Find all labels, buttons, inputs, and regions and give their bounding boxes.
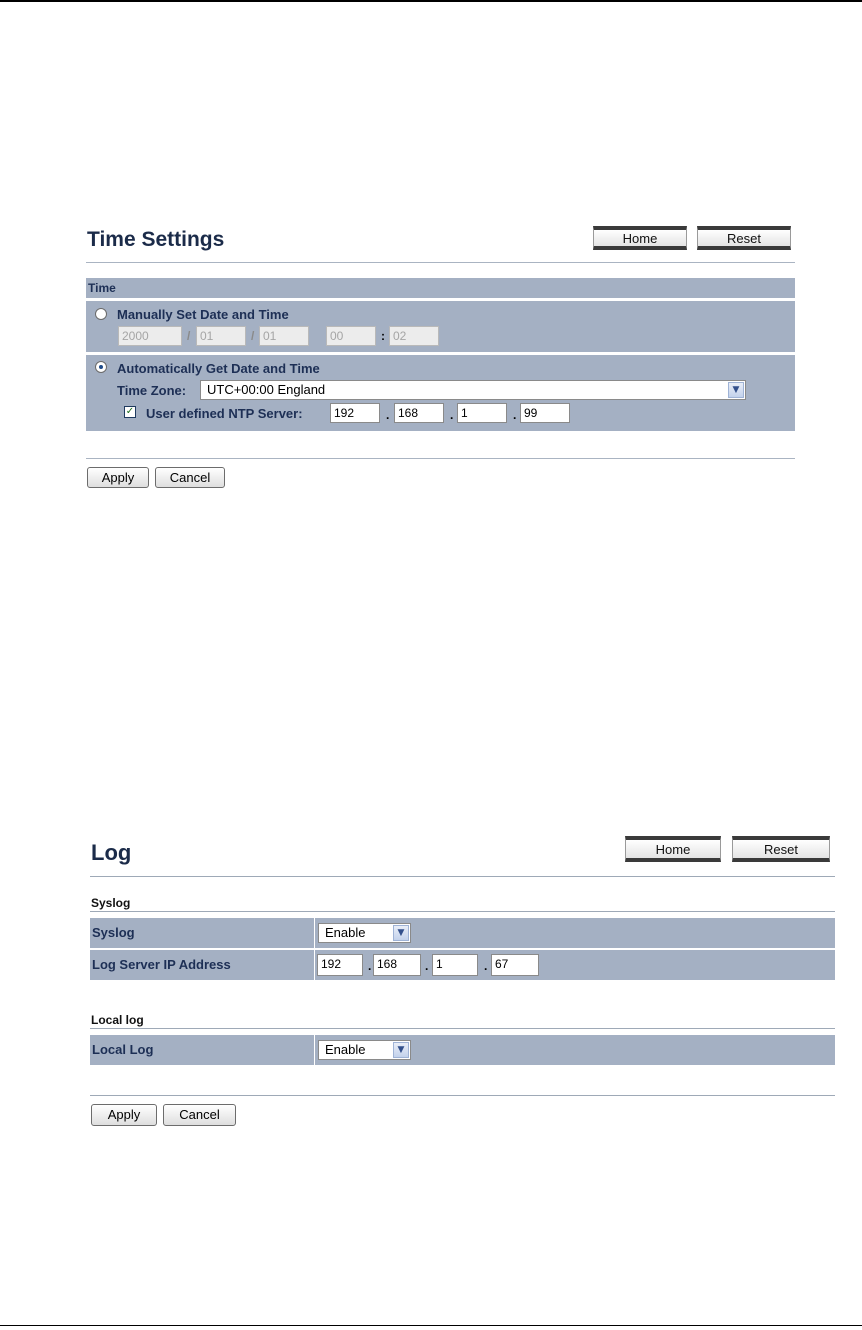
top-border: [0, 0, 862, 2]
ntp-ip-octet-1[interactable]: 192: [330, 403, 380, 423]
log-server-octet-2[interactable]: 168: [373, 954, 421, 976]
chevron-down-icon: ▼: [393, 1042, 409, 1058]
local-log-value: Enable: [325, 1042, 366, 1057]
ip-separator: .: [386, 408, 390, 422]
syslog-value: Enable: [325, 925, 366, 940]
minute-field[interactable]: 02: [389, 326, 439, 346]
date-separator: /: [251, 329, 255, 343]
log-cancel-button[interactable]: Cancel: [163, 1104, 236, 1126]
log-footer-divider: [90, 1095, 835, 1096]
ntp-checkbox[interactable]: [124, 406, 136, 418]
ntp-ip-octet-4[interactable]: 99: [520, 403, 570, 423]
page-title: Time Settings: [87, 228, 225, 251]
local-log-value-cell: [315, 1035, 835, 1065]
local-log-label: Local Log: [90, 1035, 314, 1065]
ip-separator: .: [425, 959, 429, 973]
chevron-down-icon: ▼: [728, 382, 744, 398]
time-separator: :: [381, 329, 385, 343]
check-icon: ✓: [125, 406, 135, 417]
hour-field[interactable]: 00: [326, 326, 376, 346]
syslog-select[interactable]: [318, 923, 411, 943]
log-home-button[interactable]: Home: [625, 836, 721, 862]
log-title: Log: [91, 840, 132, 865]
date-separator: /: [187, 329, 191, 343]
ip-separator: .: [368, 959, 372, 973]
ntp-ip-octet-3[interactable]: 1: [457, 403, 507, 423]
timezone-select[interactable]: [200, 380, 746, 400]
auto-option-label: Automatically Get Date and Time: [117, 361, 320, 376]
reset-button[interactable]: Reset: [697, 226, 791, 250]
ntp-ip-octet-2[interactable]: 168: [394, 403, 444, 423]
log-apply-button[interactable]: Apply: [91, 1104, 157, 1126]
timezone-value: UTC+00:00 England: [207, 382, 326, 397]
footer-divider: [86, 458, 795, 459]
chevron-down-icon: ▼: [393, 925, 409, 941]
year-field[interactable]: 2000: [118, 326, 182, 346]
log-server-octet-1[interactable]: 192: [317, 954, 363, 976]
log-title-divider: [90, 876, 835, 877]
local-log-select[interactable]: [318, 1040, 411, 1060]
auto-radio[interactable]: [95, 361, 107, 373]
timezone-label: Time Zone:: [117, 383, 187, 398]
ip-separator: .: [484, 959, 488, 973]
section-label: Time: [88, 281, 116, 295]
bottom-border: [0, 1325, 862, 1326]
local-log-divider: [90, 1028, 835, 1029]
day-field[interactable]: 01: [259, 326, 309, 346]
apply-button[interactable]: Apply: [87, 467, 149, 488]
syslog-divider: [90, 911, 835, 912]
log-server-octet-3[interactable]: 1: [432, 954, 478, 976]
syslog-section-label: Syslog: [91, 896, 131, 910]
home-button[interactable]: Home: [593, 226, 687, 250]
log-reset-button[interactable]: Reset: [732, 836, 830, 862]
ip-separator: .: [513, 408, 517, 422]
log-server-octet-4[interactable]: 67: [491, 954, 539, 976]
ntp-label: User defined NTP Server:: [146, 406, 303, 421]
ip-separator: .: [450, 408, 454, 422]
cancel-button[interactable]: Cancel: [155, 467, 225, 488]
syslog-value-cell: [315, 918, 835, 948]
log-server-value-cell: [315, 950, 835, 980]
section-header: [86, 278, 795, 298]
manual-radio[interactable]: [95, 308, 107, 320]
manual-option-label: Manually Set Date and Time: [117, 307, 289, 322]
syslog-label: Syslog: [90, 918, 314, 948]
local-log-section-label: Local log: [91, 1013, 144, 1027]
log-server-label: Log Server IP Address: [90, 950, 314, 980]
month-field[interactable]: 01: [196, 326, 246, 346]
title-divider: [86, 262, 795, 263]
